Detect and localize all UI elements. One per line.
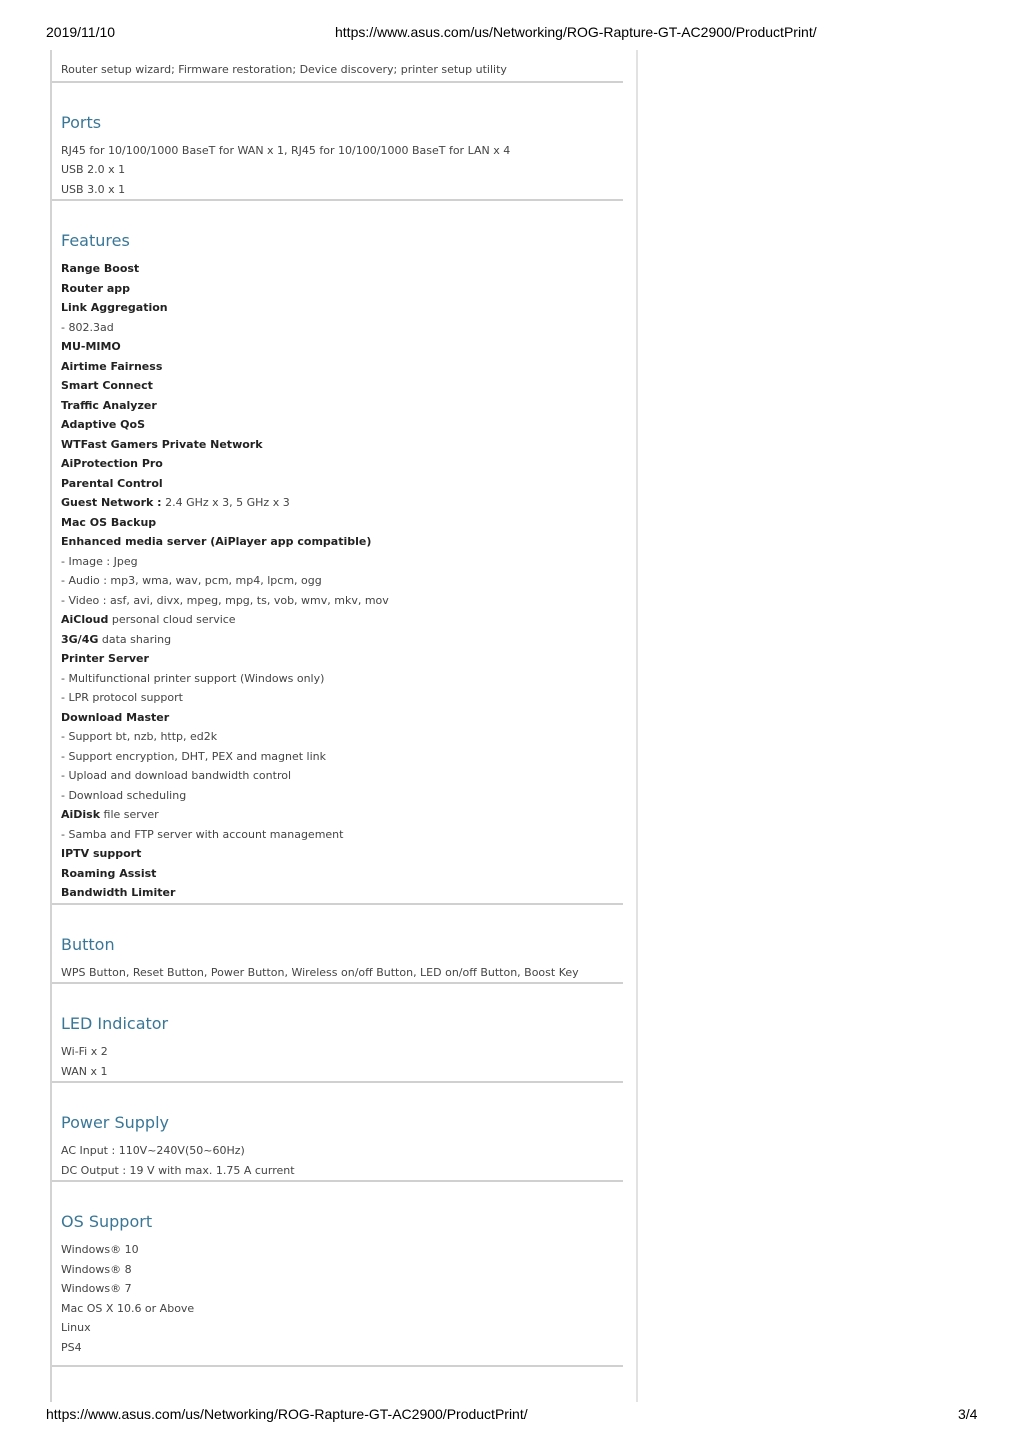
- utility-section: [52, 58, 623, 83]
- print-header-date: 2019/11/10: [46, 24, 116, 40]
- feature-line: [61, 669, 623, 689]
- feature-detail: - Support bt, nzb, http, ed2k: [61, 730, 218, 743]
- feature-detail: - 802.3ad: [61, 320, 114, 334]
- feature-label: Airtime Fairness: [61, 359, 163, 373]
- feature-line: [61, 727, 623, 747]
- feature-line: [61, 357, 623, 377]
- print-footer-url: https://www.asus.com/us/Networking/ROG-Rapture-GT-AC2900/ProductPrint/: [46, 1406, 528, 1422]
- button-line: WPS Button, Reset Button, Power Button, Wireless on/off Button, LED on/off Button, Boost Key: [61, 965, 579, 979]
- led-indicator-line: Wi-Fi x 2: [61, 1045, 108, 1058]
- feature-line: [61, 630, 623, 650]
- feature-detail: data sharing: [98, 632, 172, 646]
- os-support-line: Windows® 10: [61, 1243, 139, 1256]
- led-indicator-title: LED Indicator: [61, 1014, 169, 1033]
- feature-label: MU-MIMO: [61, 340, 121, 353]
- feature-label: Smart Connect: [61, 379, 153, 392]
- ports-line: RJ45 for 10/100/1000 BaseT for WAN x 1, RJ45 for 10/100/1000 BaseT for LAN x 4: [61, 143, 511, 157]
- ports-title: Ports: [61, 112, 102, 132]
- feature-line: [61, 454, 623, 474]
- feature-line: [61, 805, 623, 825]
- feature-label: Roaming Assist: [61, 866, 157, 880]
- feature-label: Guest Network :: [61, 496, 162, 509]
- feature-detail: personal cloud service: [108, 613, 236, 626]
- page-frame-right-border: [636, 50, 638, 1402]
- feature-line: [61, 688, 623, 708]
- ports-section: [52, 83, 623, 202]
- os-support-line: Windows® 8: [61, 1262, 132, 1276]
- button-title: Button: [61, 934, 115, 954]
- os-support-line: Linux: [61, 1321, 91, 1334]
- feature-detail: - Support encryption, DHT, PEX and magnet link: [61, 749, 327, 763]
- feature-label: Bandwidth Limiter: [61, 886, 176, 899]
- feature-line: [61, 415, 623, 435]
- feature-line: [61, 474, 623, 494]
- feature-label: AiCloud: [61, 613, 109, 626]
- button-section: [52, 905, 623, 985]
- features-list: [61, 259, 623, 903]
- print-header-url: https://www.asus.com/us/Networking/ROG-Rapture-GT-AC2900/ProductPrint/: [335, 24, 817, 40]
- feature-detail: - Video : asf, avi, divx, mpeg, mpg, ts, vob, wmv, mkv, mov: [61, 593, 389, 607]
- feature-line: [61, 571, 623, 591]
- feature-label: Traffic Analyzer: [61, 398, 157, 412]
- feature-label: Mac OS Backup: [61, 515, 157, 529]
- feature-detail: - LPR protocol support: [61, 691, 183, 704]
- feature-label: AiDisk: [61, 808, 101, 821]
- feature-detail: - Samba and FTP server with account management: [61, 827, 344, 841]
- os-support-title: OS Support: [61, 1212, 153, 1231]
- feature-label: Range Boost: [61, 262, 140, 275]
- feature-line: [61, 532, 623, 552]
- feature-line: [61, 708, 623, 728]
- feature-line: [61, 318, 623, 338]
- feature-label: Link Aggregation: [61, 301, 168, 314]
- ports-line: USB 2.0 x 1: [61, 163, 126, 176]
- feature-label: Enhanced media server (AiPlayer app compatible): [61, 535, 372, 548]
- feature-line: [61, 591, 623, 611]
- feature-line: [61, 259, 623, 279]
- feature-line: [61, 825, 623, 845]
- feature-line: [61, 864, 623, 884]
- feature-line: [61, 552, 623, 572]
- feature-label: Router app: [61, 281, 131, 295]
- os-support-line: Windows® 7: [61, 1282, 132, 1295]
- feature-line: [61, 493, 623, 513]
- feature-detail: - Download scheduling: [61, 788, 187, 802]
- feature-label: Printer Server: [61, 652, 149, 665]
- led-indicator-line: WAN x 1: [61, 1064, 108, 1078]
- feature-line: [61, 513, 623, 533]
- feature-label: Parental Control: [61, 476, 163, 490]
- feature-line: [61, 844, 623, 864]
- utility-text: Router setup wizard; Firmware restoration; Device discovery; printer setup utility: [61, 63, 507, 76]
- feature-line: [61, 337, 623, 357]
- feature-label: Download Master: [61, 710, 170, 724]
- feature-detail: file server: [100, 808, 159, 821]
- power-supply-line: DC Output : 19 V with max. 1.75 A current: [61, 1163, 295, 1177]
- feature-detail: - Image : Jpeg: [61, 554, 138, 568]
- feature-line: [61, 747, 623, 767]
- feature-line: [61, 610, 623, 630]
- feature-label: AiProtection Pro: [61, 457, 163, 470]
- feature-line: [61, 376, 623, 396]
- os-support-line: PS4: [61, 1340, 82, 1354]
- feature-label: WTFast Gamers Private Network: [61, 437, 263, 451]
- feature-detail: - Audio : mp3, wma, wav, pcm, mp4, lpcm, ogg: [61, 574, 322, 587]
- spec-content: [52, 58, 623, 1367]
- features-section: [52, 201, 623, 905]
- ports-line: USB 3.0 x 1: [61, 182, 126, 196]
- feature-line: [61, 298, 623, 318]
- feature-line: [61, 396, 623, 416]
- os-support-section: [52, 1182, 623, 1367]
- feature-line: [61, 649, 623, 669]
- feature-line: [61, 766, 623, 786]
- power-supply-line: AC Input : 110V~240V(50~60Hz): [61, 1144, 245, 1157]
- print-footer-page-number: 3/4: [958, 1406, 978, 1422]
- feature-detail: - Upload and download bandwidth control: [61, 769, 292, 782]
- led-indicator-section: [52, 984, 623, 1083]
- power-supply-section: [52, 1083, 623, 1182]
- feature-line: [61, 786, 623, 806]
- feature-label: IPTV support: [61, 847, 142, 860]
- feature-detail: 2.4 GHz x 3, 5 GHz x 3: [161, 496, 290, 509]
- feature-line: [61, 279, 623, 299]
- feature-detail: - Multifunctional printer support (Windows only): [61, 671, 325, 685]
- feature-line: [61, 435, 623, 455]
- feature-line: [61, 883, 623, 903]
- features-title: Features: [61, 231, 130, 250]
- feature-label: Adaptive QoS: [61, 418, 146, 431]
- os-support-line: Mac OS X 10.6 or Above: [61, 1301, 195, 1315]
- power-supply-title: Power Supply: [61, 1113, 169, 1132]
- feature-label: 3G/4G: [61, 632, 99, 646]
